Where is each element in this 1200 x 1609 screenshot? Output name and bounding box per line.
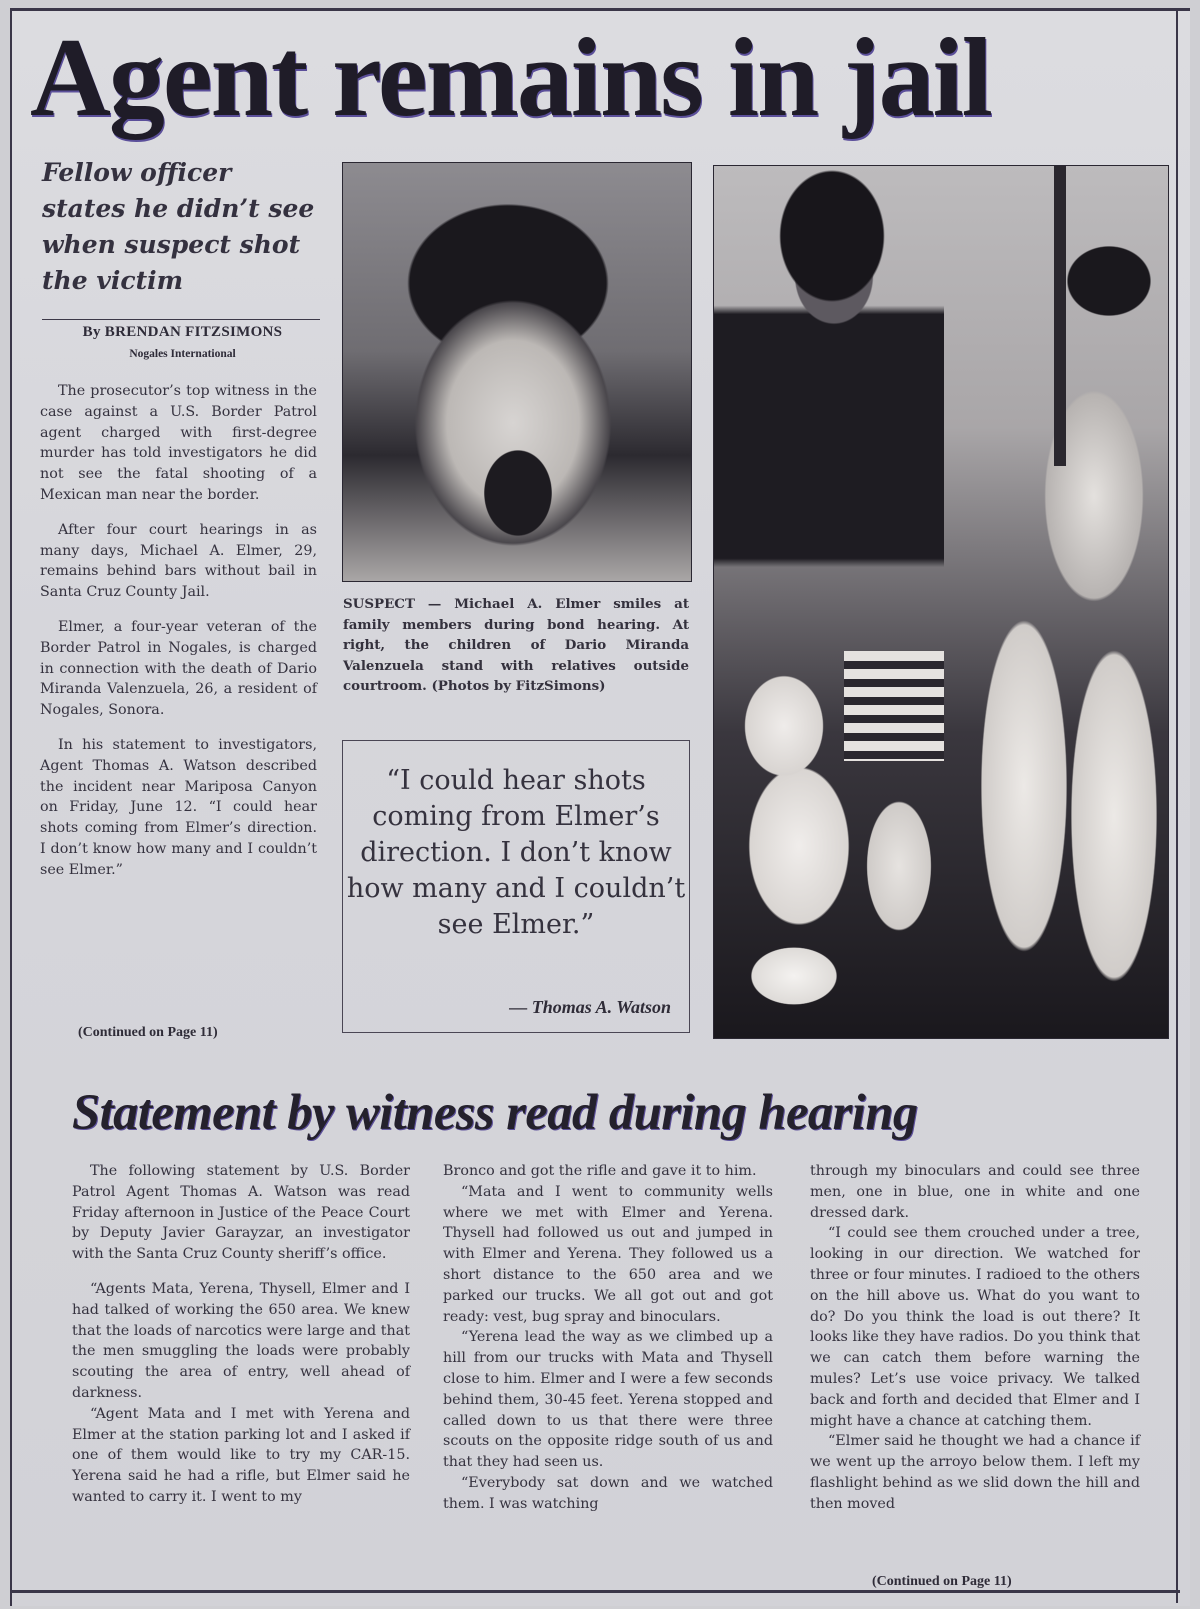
pull-quote-text: “I could hear shots coming from Elmer’s direction. I don’t know how many and I couldn’t see Elmer.” <box>346 765 686 940</box>
family-photo <box>713 165 1169 1039</box>
story2-paragraph: through my binoculars and could see three men, one in blue, one in white and one dressed dark. <box>810 1163 1140 1221</box>
byline-rule <box>42 319 320 320</box>
door-frame <box>1054 166 1066 466</box>
byline: By BRENDAN FITZSIMONS <box>82 324 283 340</box>
story2-paragraph: “I could see them crouched under a tree, looking in our direction. We watched for three or four minutes. I radioed to the others on the hill above us. What do you want to do? Do you think the load is out there? It looks like they have radios. Do you think that we can catch them before warning the mules? Let’s use voice privacy. We talked back and forth and decided that Elmer and I might have a chance at catching them. <box>810 1225 1140 1429</box>
story2-paragraph: The following statement by U.S. Border Patrol Agent Thomas A. Watson was read Friday afternoon in Justice of the Peace Court by Deputy Javier Garayzar, an investigator with the Santa Cruz County sheriff’s office. <box>72 1163 410 1263</box>
story2-paragraph: Bronco and got the rifle and gave it to him. <box>443 1163 757 1179</box>
story2-paragraph: “Mata and I went to community wells where we met with Elmer and Yerena. Thysell had followed us out and jumped in with Elmer and Yerena. They followed us a short distance to the 650 area and we parked our trucks. We all got out and got ready: vest, bug spray and binoculars. <box>443 1183 773 1325</box>
story1-body <box>40 381 317 895</box>
pull-quote-attribution: — Thomas A. Watson <box>509 997 671 1017</box>
story1-paragraph: The prosecutor’s top witness in the case against a U.S. Border Patrol agent charged with first-degree murder has told investigators he did not see the fatal shooting of a Mexican man near the border. <box>40 383 317 503</box>
story1-paragraph: After four court hearings in as many days, Michael A. Elmer, 29, remains behind bars without bail in Santa Cruz County Jail. <box>40 521 317 601</box>
byline-affiliation: Nogales International <box>129 348 236 360</box>
story2-paragraph: “Agents Mata, Yerena, Thysell, Elmer and I had talked of working the 650 area. We knew that the loads of narcotics were large and that the men smuggling the loads were probably scouting the area of entry, well ahead of darkness. <box>72 1280 410 1401</box>
page-border-right <box>1176 8 1178 1603</box>
story2-paragraph: “Elmer said he thought we had a chance if we went up the arroyo below them. I left my flashlight behind as we slid down the hill and then moved <box>810 1433 1140 1512</box>
story2-paragraph: “Everybody sat down and we watched them. I was watching <box>443 1474 773 1512</box>
story2-continued: (Continued on Page 11) <box>872 1574 1012 1589</box>
pull-quote-box <box>342 740 690 1033</box>
story2-paragraph: “Agent Mata and I met with Yerena and Elmer at the station parking lot and I asked if one of them would like to try my CAR-15. Yerena said he had a rifle, but Elmer said he wanted to carry it. I went to my <box>72 1405 410 1505</box>
suspect-photo <box>342 162 692 582</box>
photo-caption: SUSPECT — Michael A. Elmer smiles at family members during bond hearing. At right, the children of Dario Miranda Valenzuela stand with relatives outside courtroom. (Photos by FitzSimons) <box>343 596 689 694</box>
story1-paragraph: Elmer, a four-year veteran of the Border Patrol in Nogales, is charged in connection with the death of Dario Miranda Valenzuela, 26, a resident of Nogales, Sonora. <box>40 618 317 719</box>
page-border-bottom <box>10 1590 1180 1593</box>
deck-subheadline: Fellow officer states he didn’t see when suspect shot the victim <box>42 158 315 295</box>
story2-paragraph: “Yerena lead the way as we climbed up a hill from our trucks with Mata and Thysell close to him. Elmer and I were a few seconds behind them, 30-45 feet. Yerena stopped and called down to us that there were three scouts on the opposite ridge south of us and that they had seen us. <box>443 1329 773 1471</box>
story1-continued: (Continued on Page 11) <box>78 1025 218 1040</box>
story2-column-3 <box>810 1161 1140 1515</box>
secondary-headline: Statement by witness read during hearing <box>72 1084 918 1140</box>
main-headline: Agent remains in jail <box>30 16 991 140</box>
story2-column-1 <box>72 1161 410 1508</box>
story1-paragraph: In his statement to investigators, Agent Thomas A. Watson described the incident near Mariposa Canyon on Friday, June 12. “I could hear shots coming from Elmer’s direction. I don’t know how many and I couldn’t see Elmer.” <box>40 736 317 878</box>
story2-column-2 <box>443 1161 773 1515</box>
